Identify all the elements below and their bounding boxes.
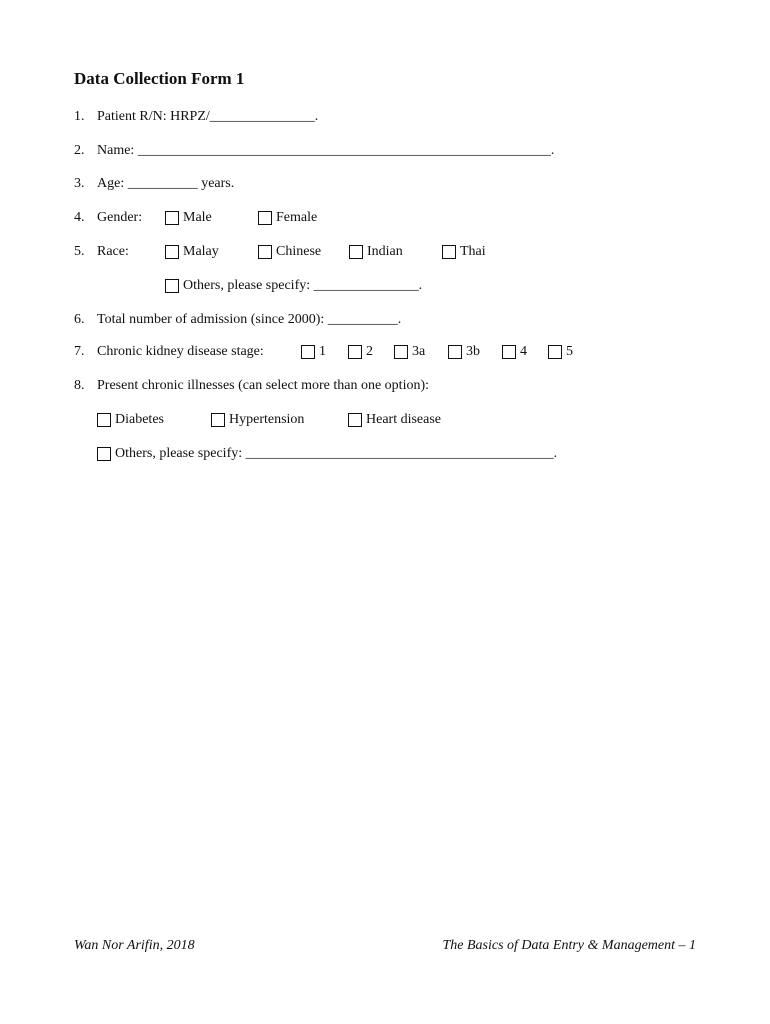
race-option-others[interactable] — [165, 277, 422, 295]
checkbox[interactable] — [349, 245, 363, 259]
gender-option-female[interactable] — [258, 209, 317, 227]
checkbox[interactable] — [442, 245, 456, 259]
checkbox[interactable] — [258, 211, 272, 225]
checkbox[interactable] — [348, 413, 362, 427]
option-label: 4 — [520, 344, 527, 359]
ckd-stage-option-1[interactable] — [301, 343, 326, 361]
checkbox[interactable] — [301, 345, 315, 359]
gender-option-male[interactable] — [165, 209, 212, 227]
checkbox[interactable] — [165, 245, 179, 259]
checkbox[interactable] — [165, 279, 179, 293]
checkbox[interactable] — [211, 413, 225, 427]
question-8-other — [74, 445, 694, 463]
checkbox[interactable] — [97, 413, 111, 427]
question-8-options — [74, 411, 694, 429]
question-number: 2. — [74, 143, 85, 158]
race-option-indian[interactable] — [349, 243, 403, 261]
age-field[interactable]: Age: __________ years. — [97, 176, 235, 191]
question-5 — [74, 243, 694, 261]
checkbox[interactable] — [165, 211, 179, 225]
option-label: 3b — [466, 344, 480, 359]
question-7 — [74, 343, 694, 361]
race-option-thai[interactable] — [442, 243, 486, 261]
ckd-stage-option-3a[interactable] — [394, 343, 425, 361]
option-label: Malay — [183, 244, 219, 259]
form-title: Data Collection Form 1 — [74, 69, 245, 88]
illness-option-others[interactable] — [97, 445, 557, 463]
question-number: 4. — [74, 210, 85, 225]
ckd-stage-label: Chronic kidney disease stage: — [97, 344, 264, 359]
question-number: 7. — [74, 344, 85, 359]
option-label: 3a — [412, 344, 426, 359]
option-label: Female — [276, 210, 318, 225]
ckd-stage-option-5[interactable] — [548, 343, 573, 361]
checkbox[interactable] — [394, 345, 408, 359]
ckd-stage-option-3b[interactable] — [448, 343, 480, 361]
checkbox[interactable] — [548, 345, 562, 359]
question-4 — [74, 209, 694, 227]
illness-option-heart-disease[interactable] — [348, 411, 441, 429]
footer-author: Wan Nor Arifin, 2018 — [74, 938, 195, 953]
question-number: 1. — [74, 109, 85, 124]
race-label: Race: — [97, 244, 129, 259]
question-5-other — [74, 277, 694, 295]
admission-count-field[interactable]: Total number of admission (since 2000): __________. — [97, 312, 402, 327]
option-label: 5 — [566, 344, 573, 359]
option-label: 2 — [366, 344, 373, 359]
race-others-field[interactable]: Others, please specify: _______________. — [183, 278, 423, 293]
question-number: 5. — [74, 244, 85, 259]
checkbox[interactable] — [97, 447, 111, 461]
gender-label: Gender: — [97, 210, 143, 225]
name-field[interactable]: Name: ___________________________________________________________. — [97, 143, 555, 158]
chronic-illness-label: Present chronic illnesses (can select more than one option): — [97, 378, 430, 393]
question-number: 6. — [74, 312, 85, 327]
option-label: Diabetes — [115, 412, 164, 427]
race-option-chinese[interactable] — [258, 243, 321, 261]
race-option-malay[interactable] — [165, 243, 219, 261]
question-number: 8. — [74, 378, 85, 393]
checkbox[interactable] — [348, 345, 362, 359]
illness-others-field[interactable]: Others, please specify: ____________________________________________. — [115, 446, 558, 461]
option-label: Thai — [460, 244, 486, 259]
checkbox[interactable] — [502, 345, 516, 359]
question-number: 3. — [74, 176, 85, 191]
option-label: Hypertension — [229, 412, 305, 427]
footer-page-title: The Basics of Data Entry & Management – 1 — [442, 938, 696, 953]
option-label: Indian — [367, 244, 403, 259]
illness-option-hypertension[interactable] — [211, 411, 304, 429]
illness-option-diabetes[interactable] — [97, 411, 164, 429]
option-label: 1 — [319, 344, 326, 359]
option-label: Male — [183, 210, 212, 225]
option-label: Chinese — [276, 244, 322, 259]
patient-rn-field[interactable]: Patient R/N: HRPZ/_______________. — [97, 109, 319, 124]
ckd-stage-option-4[interactable] — [502, 343, 527, 361]
option-label: Heart disease — [366, 412, 442, 427]
checkbox[interactable] — [258, 245, 272, 259]
ckd-stage-option-2[interactable] — [348, 343, 373, 361]
checkbox[interactable] — [448, 345, 462, 359]
